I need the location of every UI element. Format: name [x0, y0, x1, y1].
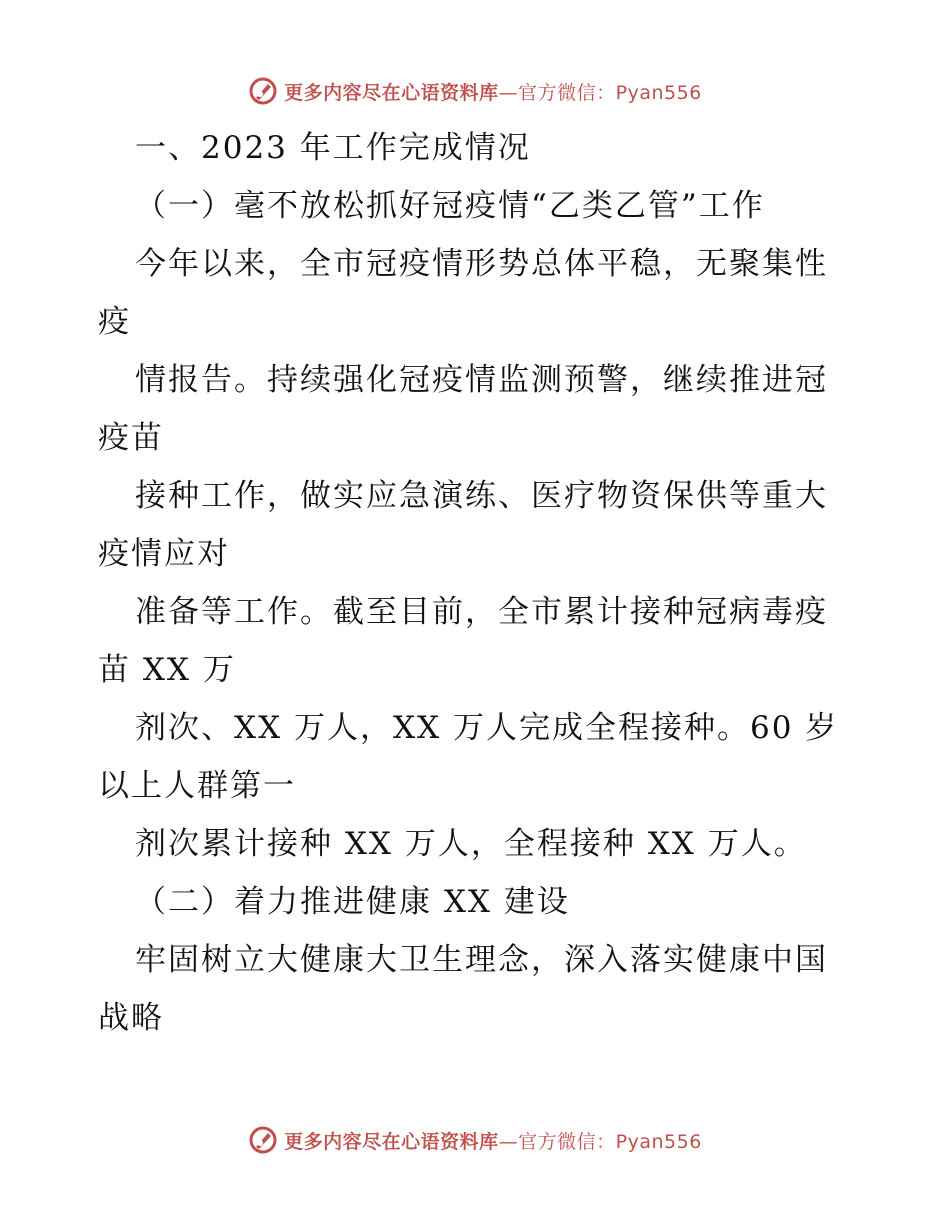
- watermark-contact-text: —官方微信：Pyan556: [498, 81, 702, 104]
- paragraph-line: 剂次累计接种 XX 万人，全程接种 XX 万人。: [135, 826, 807, 862]
- paragraph-line: 接种工作，做实应急演练、医疗物资保供等重大: [135, 478, 828, 514]
- paragraph-line: 牢固树立大健康大卫生理念，深入落实健康中国: [135, 942, 828, 978]
- watermark-site-text: 更多内容尽在心语资料库: [284, 1130, 499, 1153]
- subsection-heading: （一）毫不放松抓好冠疫情“乙类乙管”工作: [135, 188, 765, 224]
- paragraph-line: 疫情应对: [98, 536, 230, 572]
- footer-watermark: [0, 1122, 950, 1158]
- paragraph-line: 今年以来，全市冠疫情形势总体平稳，无聚集性: [135, 246, 828, 282]
- paragraph-line: 准备等工作。截至目前，全市累计接种冠病毒疫: [135, 594, 828, 630]
- paragraph-line: 剂次、XX 万人，XX 万人完成全程接种。60 岁: [135, 710, 839, 746]
- watermark-contact-text: —官方微信：Pyan556: [498, 1130, 702, 1153]
- header-watermark: [0, 73, 950, 109]
- paragraph-line: 疫苗: [98, 420, 164, 456]
- section-heading: 一、2023 年工作完成情况: [135, 130, 531, 166]
- brush-logo-icon: [248, 1125, 278, 1155]
- paragraph-line: 以上人群第一: [98, 768, 296, 804]
- paragraph-line: 疫: [98, 304, 131, 340]
- paragraph-line: 战略: [98, 1000, 164, 1036]
- paragraph-line: 苗 XX 万: [98, 652, 236, 688]
- paragraph-line: 情报告。持续强化冠疫情监测预警，继续推进冠: [135, 362, 828, 398]
- subsection-heading: （二）着力推进健康 XX 建设: [135, 884, 570, 920]
- brush-logo-icon: [248, 76, 278, 106]
- watermark-site-text: 更多内容尽在心语资料库: [284, 81, 499, 104]
